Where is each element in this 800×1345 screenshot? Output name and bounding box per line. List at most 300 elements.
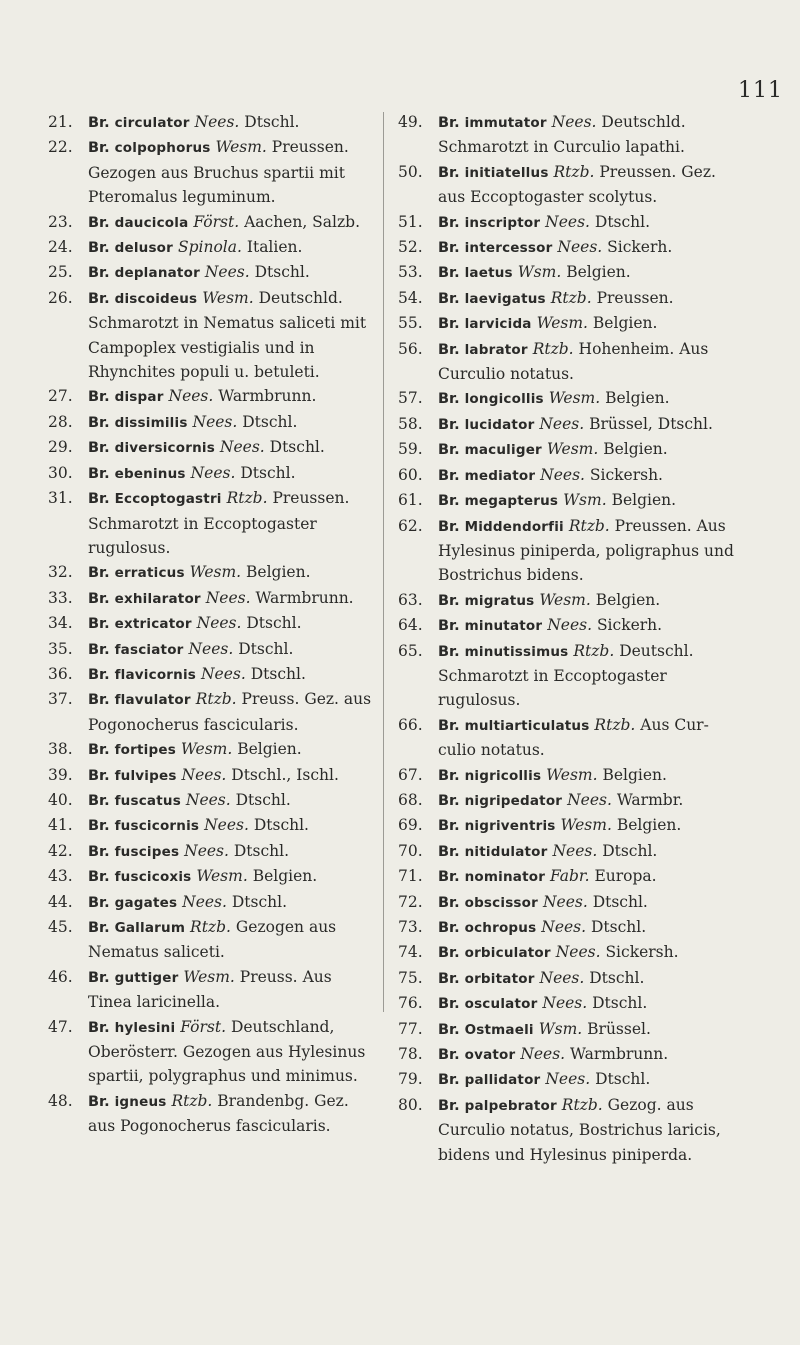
entry-number: 54. — [398, 288, 423, 307]
entry-author: Wesm. — [180, 740, 233, 759]
entry-locality: Belgien. — [595, 590, 661, 609]
entry-species: ochropus — [464, 920, 537, 936]
entry-author: Nees. — [552, 841, 598, 860]
entry-locality: Preussen. — [599, 162, 677, 181]
species-entry — [398, 235, 738, 260]
entry-locality: Brüssel. — [587, 1019, 651, 1038]
entry-author: Rtzb. — [226, 489, 268, 508]
entry-species: gagates — [114, 894, 178, 911]
species-entry — [398, 1067, 738, 1092]
entry-author: Nees. — [190, 463, 236, 482]
entry-number: 73. — [398, 918, 423, 936]
entry-species: daucicola — [114, 214, 189, 231]
entry-author: Wsm. — [538, 1019, 583, 1038]
entry-locality: Dtschl. — [602, 841, 658, 860]
entry-number: 46. — [48, 967, 73, 986]
entry-locality: Preussen. — [272, 489, 350, 508]
species-entry — [48, 1089, 373, 1139]
entry-species: mediator — [464, 467, 536, 484]
entry-number: 56. — [398, 339, 423, 358]
entry-locality: Belgien. — [237, 740, 302, 759]
entry-note: Schmarotzt in Eccoptogaster rugulosus. — [438, 666, 667, 710]
entry-species: nigripedator — [464, 792, 563, 809]
entry-number: 79. — [398, 1070, 423, 1089]
entry-locality: Belgien. — [592, 314, 658, 333]
entry-locality: Preussen. — [614, 516, 692, 535]
entry-number: 57. — [398, 389, 423, 408]
species-entry — [398, 260, 738, 285]
entry-genus: Br. — [88, 290, 110, 307]
entry-number: 78. — [398, 1045, 423, 1064]
species-entry — [48, 813, 373, 838]
entry-locality: Belgien. — [252, 867, 318, 886]
entry-species: migratus — [464, 592, 535, 609]
entry-note: Aus Curculio notatus. — [438, 339, 709, 384]
species-entry — [398, 1017, 738, 1042]
entry-species: delusor — [114, 240, 174, 257]
entry-author: Nees. — [205, 588, 251, 607]
entry-genus: Br. — [88, 1019, 110, 1036]
entry-number: 40. — [48, 790, 73, 809]
species-entry — [398, 337, 738, 387]
entry-note: aus Curculio notatus, Bostrichus laricis, bidens und Hylesinus piniperda. — [438, 1095, 721, 1164]
entry-number: 24. — [48, 238, 73, 257]
entry-author: Rtzb. — [532, 339, 574, 358]
species-entry — [398, 763, 738, 788]
entry-author: Nees. — [545, 1070, 591, 1089]
entry-author: Först. — [193, 212, 240, 231]
entry-species: colpophorus — [114, 140, 211, 157]
entry-author: Wsm. — [563, 491, 607, 510]
entry-locality: Dtschl. — [246, 614, 302, 633]
entry-locality: Deutschld. — [258, 288, 343, 307]
species-entry — [48, 839, 373, 864]
entry-author: Nees. — [200, 664, 246, 683]
entry-number: 47. — [48, 1017, 73, 1036]
entry-genus: Br. — [88, 742, 110, 759]
entry-genus: Br. — [438, 265, 460, 282]
entry-author: Nees. — [539, 968, 585, 987]
entry-note: Oberösterr. Gezogen aus Hylesinus spartii, polygraphus und minimus. — [88, 1043, 366, 1086]
left-column — [48, 110, 373, 1139]
entry-author: Wesm. — [546, 440, 599, 459]
entry-locality: Preussen. — [271, 138, 349, 157]
entry-number: 30. — [48, 463, 73, 482]
entry-genus: Br. — [438, 618, 460, 635]
entry-author: Wesm. — [539, 590, 591, 609]
entry-species: guttiger — [114, 969, 179, 986]
entry-number: 75. — [398, 968, 423, 987]
entry-locality: Warmbr. — [616, 790, 684, 809]
entry-genus: Br. — [438, 843, 460, 860]
entry-species: flavicornis — [114, 666, 197, 683]
entry-number: 60. — [398, 465, 423, 484]
entry-number: 66. — [398, 715, 423, 734]
entry-author: Wesm. — [215, 138, 267, 157]
entry-author: Först. — [180, 1017, 226, 1036]
entry-genus: Br. — [88, 969, 110, 986]
entry-number: 53. — [398, 263, 423, 282]
entry-species: Ostmaeli — [464, 1021, 534, 1038]
entry-author: Nees. — [540, 465, 585, 484]
entry-genus: Br. — [88, 792, 110, 809]
species-entry — [48, 435, 373, 460]
entry-genus: Br. — [438, 493, 460, 510]
entry-locality: Dtschl. — [592, 994, 648, 1013]
entry-author: Wesm. — [536, 314, 588, 333]
entry-locality: Aus Cur- — [640, 715, 709, 734]
entry-number: 70. — [398, 841, 423, 860]
entry-species: immutator — [464, 115, 547, 131]
entry-locality: Deutschld. — [601, 113, 686, 131]
entry-species: fuscicornis — [114, 818, 200, 835]
entry-number: 72. — [398, 892, 423, 911]
entry-species: orbiculator — [464, 945, 551, 962]
species-entry — [398, 412, 738, 437]
entry-genus: Br. — [438, 214, 460, 231]
entry-locality: Europa. — [594, 867, 657, 886]
entry-number: 39. — [48, 765, 73, 784]
entry-species: longicollis — [464, 391, 544, 408]
entry-species: osculator — [464, 996, 538, 1013]
entry-genus: Br. — [88, 894, 110, 911]
species-entry — [48, 662, 373, 687]
entry-locality: Dtschl. — [269, 438, 325, 457]
entry-genus: Br. — [438, 996, 460, 1013]
entry-genus: Br. — [88, 641, 110, 658]
entry-genus: Br. — [88, 767, 110, 784]
entry-species: obscissor — [464, 894, 539, 911]
right-column — [398, 110, 738, 1167]
entry-species: laevigatus — [464, 290, 546, 307]
entry-genus: Br. — [438, 1021, 460, 1038]
entry-author: Nees. — [168, 387, 214, 406]
entry-locality: Dtschl. — [594, 212, 651, 231]
entry-note: Nematus saliceti. — [88, 943, 225, 962]
species-entry — [398, 915, 738, 940]
entry-number: 50. — [398, 162, 423, 181]
entry-locality: Sickerh. — [607, 238, 673, 257]
entry-genus: Br. — [438, 920, 460, 936]
entry-species: pallidator — [464, 1072, 541, 1089]
entry-author: Wesm. — [546, 765, 598, 784]
entry-genus: Br. — [88, 265, 110, 282]
entry-species: laetus — [464, 265, 513, 282]
page-number: 111 — [738, 78, 783, 103]
entry-number: 21. — [48, 113, 73, 131]
entry-genus: Br. — [88, 843, 110, 860]
entry-locality: Dtschl. — [592, 892, 648, 911]
entry-genus: Br. — [438, 442, 460, 459]
species-entry — [48, 384, 373, 409]
entry-number: 62. — [398, 516, 423, 535]
entry-species: extricator — [114, 616, 192, 633]
entry-locality: Aachen, Salzb. — [244, 212, 361, 231]
entry-number: 45. — [48, 918, 73, 936]
entry-locality: Warmbrunn. — [570, 1045, 669, 1064]
species-entry — [398, 588, 738, 613]
entry-author: Rtzb. — [195, 690, 237, 709]
entry-author: Nees. — [541, 918, 587, 936]
entry-species: diversicornis — [114, 440, 215, 457]
entry-genus: Br. — [88, 616, 110, 633]
entry-genus: Br. — [438, 316, 460, 333]
entry-genus: Br. — [88, 666, 110, 683]
entry-species: initiatellus — [464, 164, 549, 181]
entry-locality: Dtschl. — [589, 968, 645, 987]
species-entry — [48, 737, 373, 762]
entry-species: fortipes — [114, 742, 176, 759]
entry-species: fulvipes — [114, 767, 177, 784]
species-entry — [48, 890, 373, 915]
entry-species: fuscipes — [114, 843, 180, 860]
entry-number: 69. — [398, 816, 423, 835]
entry-genus: Br. — [88, 214, 110, 231]
entry-genus: Br. — [88, 869, 110, 886]
entry-species: multiarticulatus — [464, 717, 590, 734]
entry-locality: Dtschl. — [254, 263, 310, 282]
species-entry — [48, 788, 373, 813]
entry-author: Nees. — [219, 438, 265, 457]
species-entry — [48, 260, 373, 285]
entry-species: nominator — [464, 869, 546, 886]
entry-number: 74. — [398, 943, 423, 962]
entry-genus: Br. — [88, 389, 110, 406]
species-entry — [398, 110, 738, 160]
entry-author: Nees. — [194, 113, 240, 131]
entry-genus: Br. — [438, 945, 460, 962]
entry-author: Rtzb. — [568, 516, 610, 535]
entry-note: Schmarotzt in Curculio lapathi. — [438, 138, 685, 157]
entry-note: Schmarotzt in Eccoptogaster rugulosus. — [88, 514, 317, 557]
entry-number: 64. — [398, 616, 423, 635]
entry-author: Rtzb. — [594, 715, 636, 734]
entry-author: Nees. — [539, 414, 585, 433]
entry-author: Fabr. — [550, 867, 590, 886]
entry-note: Schmarotzt in Nematus saliceti mit Campoplex vestigialis und in Rhynchites populi u. betuleti. — [88, 314, 367, 382]
entry-author: Nees. — [192, 412, 238, 431]
entry-locality: Belgien. — [605, 389, 670, 408]
entry-author: Spinola. — [177, 238, 242, 257]
entry-number: 71. — [398, 867, 423, 886]
entry-genus: Br. — [438, 518, 460, 535]
entry-genus: Br. — [438, 767, 460, 784]
species-entry — [48, 864, 373, 889]
entry-locality: Dtschl. — [244, 113, 300, 131]
entry-genus: Br. — [88, 465, 110, 482]
species-entry — [48, 915, 373, 965]
entry-locality: Hohenheim. — [578, 339, 675, 358]
entry-species: hylesini — [114, 1019, 176, 1036]
entry-number: 65. — [398, 641, 423, 660]
entry-species: Middendorfii — [464, 518, 564, 535]
entry-number: 35. — [48, 639, 73, 658]
entry-locality: Sickerh. — [596, 616, 663, 635]
entry-number: 34. — [48, 614, 73, 633]
entry-author: Nees. — [188, 639, 234, 658]
entry-species: exhilarator — [114, 590, 201, 607]
entry-species: intercessor — [464, 240, 553, 257]
entry-author: Nees. — [542, 892, 588, 911]
entry-author: Nees. — [196, 614, 242, 633]
entry-locality: Dtschl. — [250, 664, 306, 683]
entry-number: 44. — [48, 892, 73, 911]
entry-species: inscriptor — [464, 214, 541, 231]
entry-author: Nees. — [520, 1045, 566, 1064]
entry-species: labrator — [464, 341, 528, 358]
entry-species: maculiger — [464, 442, 542, 459]
entry-locality: Gezogen aus — [235, 918, 337, 936]
entry-number: 31. — [48, 489, 73, 508]
entry-number: 52. — [398, 238, 423, 257]
entry-genus: Br. — [438, 643, 460, 660]
entry-species: Eccoptogastri — [114, 491, 222, 508]
entry-genus: Br. — [438, 416, 460, 433]
entry-number: 59. — [398, 440, 423, 459]
entry-genus: Br. — [438, 341, 460, 358]
entry-number: 61. — [398, 491, 423, 510]
species-entry — [48, 560, 373, 585]
entry-species: flavulator — [114, 692, 191, 709]
species-entry — [398, 463, 738, 488]
entry-genus: Br. — [438, 391, 460, 408]
entry-species: larvicida — [464, 316, 532, 333]
entry-number: 36. — [48, 664, 73, 683]
entry-author: Nees. — [557, 238, 603, 257]
entry-number: 37. — [48, 690, 73, 709]
species-entry — [398, 1042, 738, 1067]
species-entry — [48, 687, 373, 737]
entry-note: Aus Tinea laricinella. — [88, 967, 332, 1012]
entry-locality: Italien. — [246, 238, 303, 257]
entry-species: dispar — [114, 389, 164, 406]
entry-author: Rtzb. — [553, 162, 595, 181]
species-entry — [48, 1015, 373, 1089]
entry-genus: Br. — [438, 290, 460, 307]
entry-author: Nees. — [567, 790, 612, 809]
entry-locality: Dtschl. — [231, 892, 288, 911]
entry-genus: Br. — [438, 717, 460, 734]
entry-note: Gez. aus Pogonocherus fascicularis. — [88, 1091, 349, 1136]
entry-genus: Br. — [438, 1047, 460, 1064]
entry-locality: Preuss. — [241, 690, 300, 709]
entry-locality: Brüssel, Dtschl. — [589, 414, 713, 433]
species-entry — [48, 637, 373, 662]
entry-genus: Br. — [88, 240, 110, 257]
species-entry — [48, 210, 373, 235]
entry-number: 51. — [398, 212, 423, 231]
species-entry — [398, 940, 738, 965]
entry-author: Nees. — [184, 841, 229, 860]
entry-locality: Dtschl., Ischl. — [231, 765, 339, 784]
entry-genus: Br. — [88, 818, 110, 835]
entry-author: Nees. — [181, 765, 227, 784]
species-entry — [48, 286, 373, 385]
entry-number: 38. — [48, 740, 73, 759]
entry-note: Gezogen aus Bruchus spartii mit Pteromalus leguminum. — [88, 163, 345, 207]
entry-locality: Sickersh. — [589, 465, 663, 484]
entry-locality: Belgien. — [246, 563, 311, 582]
entry-genus: Br. — [438, 240, 460, 257]
species-entry — [398, 160, 738, 210]
species-entry — [398, 286, 738, 311]
entry-species: fuscicoxis — [114, 869, 192, 886]
entry-genus: Br. — [438, 970, 460, 987]
species-entry — [48, 110, 373, 135]
entry-genus: Br. — [88, 491, 110, 508]
species-entry — [398, 613, 738, 638]
entry-locality: Belgien. — [603, 440, 668, 459]
species-entry — [398, 839, 738, 864]
entry-number: 29. — [48, 438, 73, 457]
entry-number: 48. — [48, 1091, 73, 1110]
entry-note: Aus Hylesinus piniperda, poligraphus und Bostrichus bidens. — [438, 516, 734, 585]
entry-author: Wesm. — [560, 816, 612, 835]
entry-number: 32. — [48, 563, 73, 582]
entry-number: 68. — [398, 790, 423, 809]
entry-locality: Brandenbg. — [217, 1091, 310, 1110]
entry-locality: Dtschl. — [240, 463, 296, 482]
entry-genus: Br. — [88, 115, 110, 131]
species-entry — [398, 514, 738, 588]
species-entry — [398, 788, 738, 813]
entry-species: igneus — [114, 1093, 167, 1110]
entry-author: Nees. — [545, 212, 590, 231]
entry-author: Rtzb. — [550, 288, 592, 307]
species-entry — [48, 611, 373, 636]
entry-species: lucidator — [464, 416, 535, 433]
entry-number: 26. — [48, 288, 73, 307]
species-entry — [398, 311, 738, 336]
species-entry — [48, 410, 373, 435]
entry-locality: Belgien. — [566, 263, 631, 282]
entry-note: culio notatus. — [438, 741, 545, 760]
species-entry — [398, 991, 738, 1016]
entry-number: 41. — [48, 816, 73, 835]
entry-locality: Warmbrunn. — [218, 387, 317, 406]
entry-locality: Gezog. — [607, 1095, 662, 1114]
entry-genus: Br. — [438, 592, 460, 609]
entry-number: 55. — [398, 314, 423, 333]
entry-author: Nees. — [204, 263, 250, 282]
species-entry — [398, 639, 738, 713]
entry-genus: Br. — [88, 1093, 110, 1110]
entry-genus: Br. — [438, 1097, 460, 1114]
entry-genus: Br. — [438, 1072, 460, 1089]
column-divider — [383, 112, 384, 1012]
entry-species: ovator — [464, 1047, 516, 1064]
entry-genus: Br. — [438, 467, 460, 484]
entry-species: erraticus — [114, 565, 185, 582]
entry-author: Wesm. — [202, 288, 254, 307]
entry-species: minutator — [464, 618, 543, 635]
entry-species: Gallarum — [114, 920, 186, 936]
entry-genus: Br. — [438, 818, 460, 835]
entry-species: dissimilis — [114, 414, 188, 431]
entry-locality: Dtschl. — [233, 841, 290, 860]
entry-author: Wesm. — [196, 867, 248, 886]
entry-author: Wesm. — [183, 967, 235, 986]
entry-species: discoideus — [114, 290, 198, 307]
entry-genus: Br. — [438, 894, 460, 911]
species-entry — [398, 386, 738, 411]
entry-note: Gez. aus Eccoptogaster scolytus. — [438, 162, 716, 207]
entry-species: circulator — [114, 115, 190, 131]
entry-author: Wesm. — [548, 389, 601, 408]
entry-locality: Deutschland, — [230, 1017, 335, 1036]
entry-locality: Sickersh. — [605, 943, 679, 962]
species-entry — [398, 966, 738, 991]
